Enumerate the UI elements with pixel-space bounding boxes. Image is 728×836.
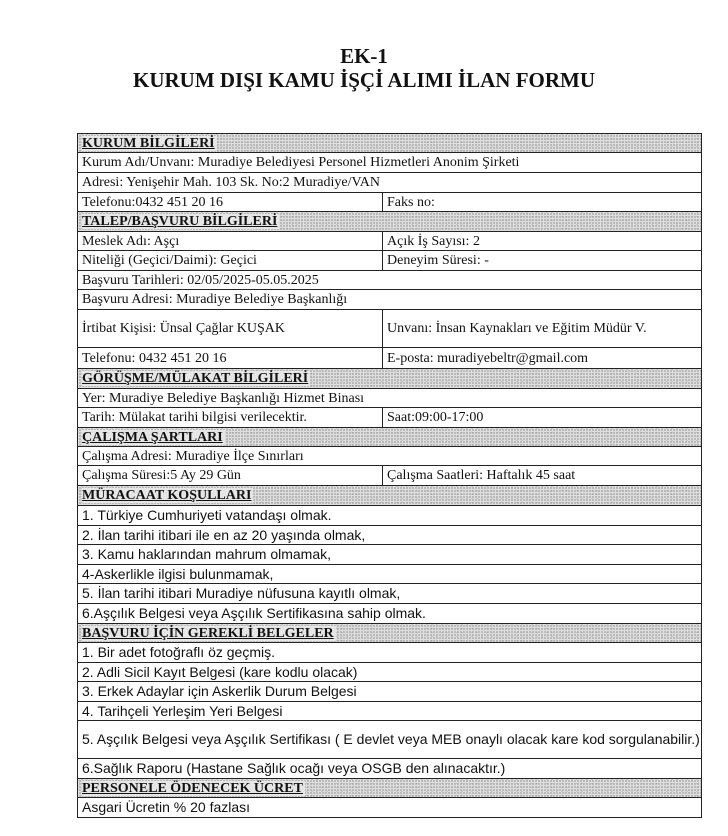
talep-acik-is: Açık İş Sayısı: 2 [383,232,702,251]
kurum-phone: Telefonu:0432 451 20 16 [78,193,383,212]
muracaat-item-4: 4-Askerlikle ilgisi bulunmamak, [78,565,702,584]
talep-irtibat: İrtibat Kişisi: Ünsal Çağlar KUŞAK [78,310,383,348]
belge-item-5: 5. Aşçılık Belgesi veya Aşçılık Sertifikası ( E devlet veya MEB onaylı olacak kare kod sorgulanabilir.) [78,721,702,759]
muracaat-item-5: 5. İlan tarihi itibari Muradiye nüfusuna kayıtlı olmak, [78,584,702,604]
ucret-value: Asgari Ücretin % 20 fazlası [78,798,702,818]
belge-item-2: 2. Adli Sicil Kayıt Belgesi (kare kodlu olacak) [78,663,702,682]
belge-item-6: 6.Sağlık Raporu (Hastane Sağlık ocağı veya OSGB den alınacaktır.) [78,759,702,779]
talep-eposta: E-posta: muradiyebeltr@gmail.com [383,348,702,369]
muracaat-item-6: 6.Aşçılık Belgesi veya Aşçılık Sertifikasına sahip olmak. [78,604,702,624]
muracaat-item-1: 1. Türkiye Cumhuriyeti vatandaşı olmak. [78,506,702,526]
calisma-saatler: Çalışma Saatleri: Haftalık 45 saat [383,466,702,486]
talep-nitelik: Niteliği (Geçici/Daimi): Geçici [78,251,383,271]
section-belgeler-heading: BAŞVURU İÇİN GEREKLİ BELGELER [78,624,702,643]
form-title: KURUM DIŞI KAMU İŞÇİ ALIMI İLAN FORMU [132,68,596,92]
section-talep-heading: TALEP/BAŞVURU BİLGİLERİ [78,212,702,232]
belge-item-3: 3. Erkek Adaylar için Askerlik Durum Belgesi [78,682,702,702]
muracaat-item-3: 3. Kamu haklarından mahrum olmamak, [78,545,702,565]
gorusme-tarih: Tarih: Mülakat tarihi bilgisi verilecektir. [78,408,383,428]
talep-adres: Başvuru Adresi: Muradiye Belediye Başkanlığı [78,290,702,310]
calisma-adres: Çalışma Adresi: Muradiye İlçe Sınırları [78,447,702,466]
annex-label: EK-1 [340,44,388,68]
belge-item-1: 1. Bir adet fotoğraflı öz geçmiş. [78,643,702,663]
talep-telefon: Telefonu: 0432 451 20 16 [78,348,383,369]
belge-item-4: 4. Tarihçeli Yerleşim Yeri Belgesi [78,702,702,721]
section-calisma-heading: ÇALIŞMA ŞARTLARI [78,428,702,447]
section-kurum-heading: KURUM BİLGİLERİ [78,134,702,153]
section-gorusme-heading: GÖRÜŞME/MÜLAKAT BİLGİLERİ [78,369,702,389]
muracaat-item-2: 2. İlan tarihi itibari ile en az 20 yaşında olmak, [78,526,702,545]
kurum-name: Kurum Adı/Unvanı: Muradiye Belediyesi Personel Hizmetleri Anonim Şirketi [78,153,702,173]
gorusme-yer: Yer: Muradiye Belediye Başkanlığı Hizmet Binası [78,389,702,408]
talep-tarih: Başvuru Tarihleri: 02/05/2025-05.05.2025 [78,271,702,290]
calisma-sure: Çalışma Süresi:5 Ay 29 Gün [78,466,383,486]
talep-unvan: Unvanı: İnsan Kaynakları ve Eğitim Müdür V. [383,310,702,348]
kurum-address: Adresi: Yenişehir Mah. 103 Sk. No:2 Muradiye/VAN [78,173,702,193]
talep-meslek: Meslek Adı: Aşçı [78,232,383,251]
gorusme-saat: Saat:09:00-17:00 [383,408,702,428]
announcement-form-table [77,133,702,818]
kurum-fax: Faks no: [383,193,702,212]
section-ucret-heading: PERSONELE ÖDENECEK ÜCRET [78,779,702,798]
section-muracaat-heading: MÜRACAAT KOŞULLARI [78,486,702,506]
talep-deneyim: Deneyim Süresi: - [383,251,702,271]
